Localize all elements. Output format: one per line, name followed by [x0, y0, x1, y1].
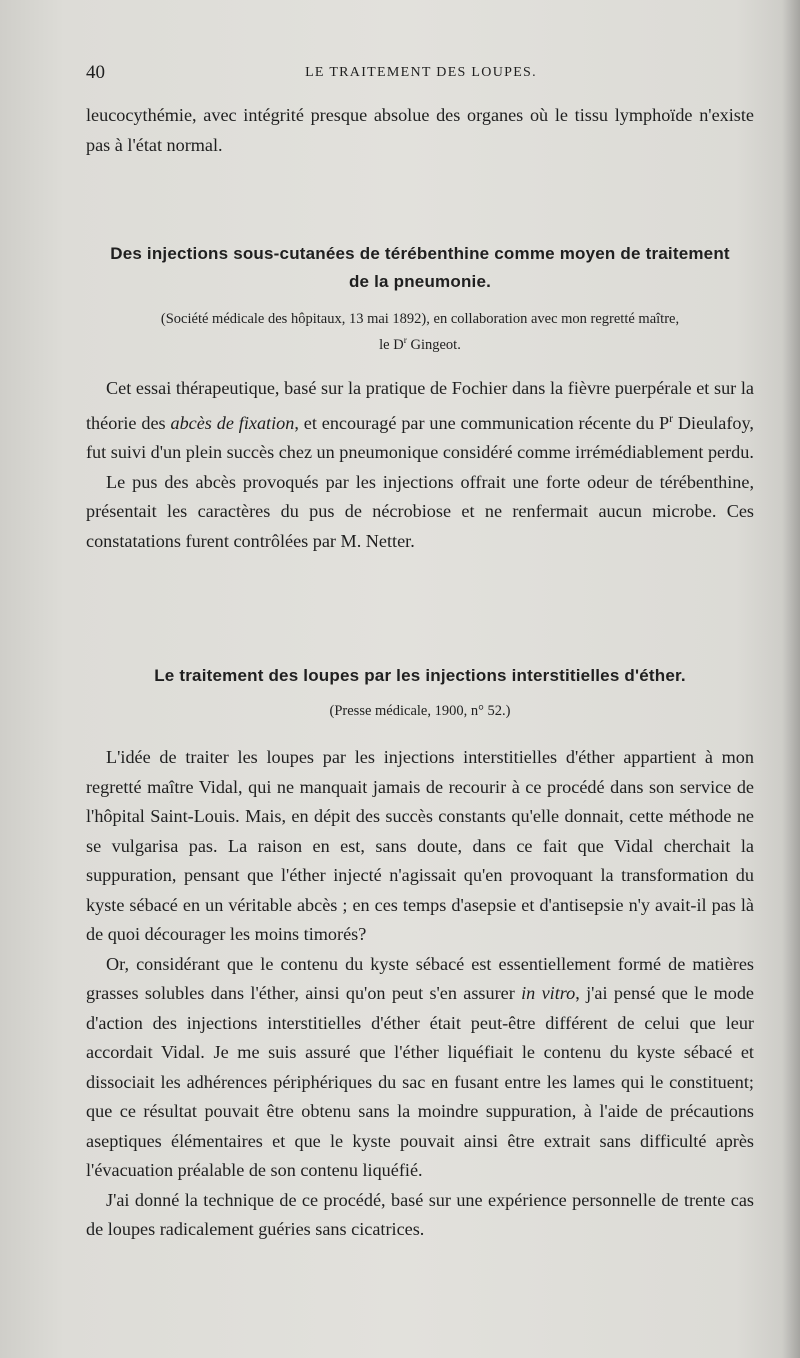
s1p1-italic: abcès de fixation [170, 412, 295, 433]
section2-source: (Presse médicale, 1900, n° 52.) [329, 703, 511, 719]
source-doctor-abbr: le D [379, 336, 404, 353]
section1-title [86, 240, 754, 296]
section1-paragraph-2: Le pus des abcès provoqués par les injections offrait une forte odeur de térébenthine, présentait les caractères du pus de nécrobiose et ne renfermait aucun microbe. Ces constatations furent contrôlées par M. Netter. [86, 471, 754, 551]
section2-body [86, 743, 754, 1245]
intro-paragraph [86, 101, 754, 160]
s2p2-part-a: Or, considérant que le contenu du kyste sébacé est essentiellement formé de matières grasses solubles dans l'éther, ainsi qu'on peut s'en assurer [86, 953, 754, 1003]
running-title: LE TRAITEMENT DES LOUPES. [305, 65, 537, 80]
s1p1-part-b: , et encouragé par une communication récente du P [294, 412, 670, 433]
source-doctor-sup: r [403, 336, 407, 346]
section1-body [86, 374, 754, 556]
s1p1-sup: r [669, 410, 674, 425]
section1-title-line1: Des injections sous-cutanées de térébenthine comme moyen de traitement [110, 244, 730, 263]
running-head [86, 62, 756, 86]
section2-title: Le traitement des loupes par les injections interstitielles d'éther. [154, 666, 686, 685]
s2p2-part-b: , j'ai pensé que le mode d'action des injections interstitielles d'éther était peut-être différent de celui que leur accordait Vidal. Je me suis assuré que l'éther liquéfiait le contenu du kyste sébacé et dissociait les adhérences périphériques du sac en fusant entre les lames qui le constituent; que ce résultat pouvait être obtenu sans la moindre suppuration, à l'aide de précautions aseptiques élémentaires et que le kyste pouvait ainsi être extrait sans difficulté après l'évacuation préalable de son contenu liquéfié. [86, 983, 754, 1180]
section2-paragraph-3: J'ai donné la technique de ce procédé, basé sur une expérience personnelle de trente cas de loupes radicalement guéries sans cicatrices. [86, 1189, 754, 1239]
page-number: 40 [86, 62, 105, 83]
section1-title-line2: de la pneumonie. [348, 272, 492, 291]
section1-source-line2 [86, 330, 754, 356]
source-doctor-name: Gingeot. [406, 336, 461, 353]
section1-source [86, 308, 754, 356]
s2p2-italic: in vitro [521, 983, 576, 1003]
section2-paragraph-1: L'idée de traiter les loupes par les injections interstitielles d'éther appartient à mon regretté maître Vidal, qui ne manquait jamais de recourir à ce procédé dans son service de l'hôpital Saint-Louis. Mais, en dépit des succès constants qu'elle donnait, cette méthode ne se vulgarisa pas. La raison en est, sans doute, dans ce fait que Vidal cherchait la suppuration, pensant que l'éther injecté n'agissait qu'en provoquant la transformation du kyste sébacé en un véritable abcès ; en ces temps d'asepsie et d'antisepsie n'y avait-il pas là de quoi décourager les moins timorés? [86, 747, 754, 944]
intro-text: leucocythémie, avec intégrité presque absolue des organes où le tissu lymphoïde n'existe pas à l'état normal. [86, 105, 754, 155]
s1p1-part-a: Cet essai thérapeutique, basé sur la pratique de Fochier dans la fièvre puerpérale et sur la théorie des [86, 378, 754, 433]
section1-paragraph-1 [86, 374, 754, 468]
section1-source-line1: (Société médicale des hôpitaux, 13 mai 1892), en collaboration avec mon regretté maître, [160, 311, 680, 327]
section2-paragraph-2 [86, 950, 754, 1186]
s1p1-part-c: Dieulafoy, fut suivi d'un plein succès chez un pneumonique considéré comme irrémédiablement perdu. [86, 412, 754, 463]
page-edge-shadow [782, 0, 800, 1358]
